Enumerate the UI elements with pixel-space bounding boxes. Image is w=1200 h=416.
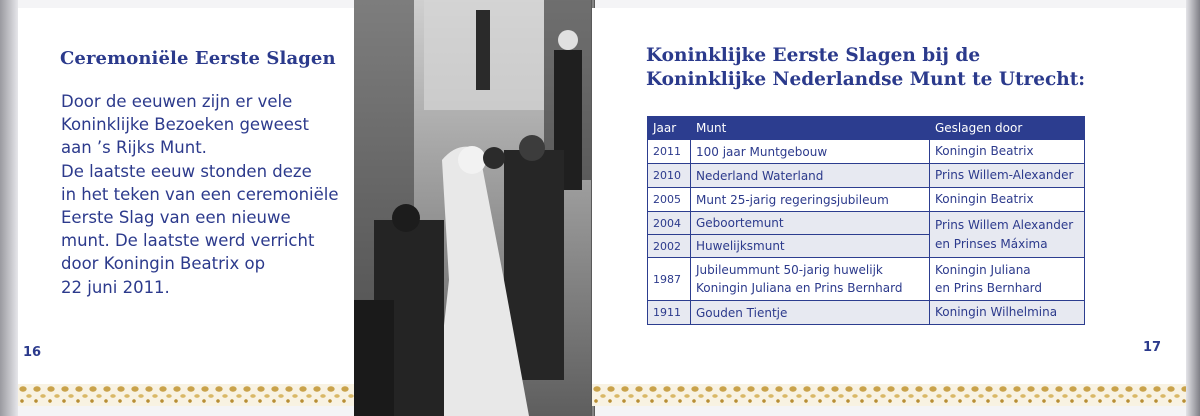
cell-coin: Nederland Waterland	[691, 164, 930, 188]
body-line: door Koningin Beatrix op	[61, 254, 266, 274]
left-page-title: Ceremoniële Eerste Slagen	[60, 48, 336, 69]
table-row	[648, 212, 1085, 235]
cell-coin: Geboortemunt	[691, 212, 930, 235]
cell-year: 2004	[648, 212, 691, 235]
struck-by-line: en Prins Bernhard	[935, 281, 1043, 295]
body-line: munt. De laatste werd verricht	[61, 231, 315, 251]
table-row	[648, 164, 1085, 188]
cell-coin: Munt 25-jarig regeringsjubileum	[691, 188, 930, 212]
table-row	[648, 188, 1085, 212]
column-header-struck-by: Geslagen door	[930, 117, 1085, 140]
body-line: aan ’s Rijks Munt.	[61, 138, 207, 158]
body-line: De laatste eeuw stonden deze	[61, 161, 312, 181]
cell-year: 2005	[648, 188, 691, 212]
historic-photo	[354, 0, 594, 416]
struck-by-line: en Prinses Máxima	[935, 236, 1048, 251]
binding-shadow-right	[1186, 0, 1200, 416]
cell-coin	[691, 258, 930, 301]
table-header-row	[648, 117, 1085, 140]
historic-photo-image	[354, 0, 594, 416]
right-title-line: Koninklijke Nederlandse Munt te Utrecht:	[646, 69, 1086, 90]
body-line: in het teken van een ceremoniële	[61, 184, 339, 204]
cell-struck-by: Prins Willem-Alexander	[930, 164, 1085, 188]
cell-year: 2002	[648, 235, 691, 258]
left-page	[18, 8, 354, 406]
cell-year: 1987	[648, 258, 691, 301]
cell-struck-by: Koningin Wilhelmina	[930, 301, 1085, 325]
page-number-right: 17	[1143, 340, 1162, 355]
page-number-left: 16	[23, 345, 42, 360]
gold-pattern-border-left	[18, 384, 354, 406]
right-title-line: Koninklijke Eerste Slagen bij de	[646, 45, 981, 66]
body-line: Eerste Slag van een nieuwe	[61, 208, 291, 228]
table-row	[648, 258, 1085, 301]
table-row	[648, 301, 1085, 325]
column-header-coin: Munt	[691, 117, 930, 140]
coin-line: Koningin Juliana en Prins Bernhard	[696, 281, 903, 295]
cell-coin: Huwelijksmunt	[691, 235, 930, 258]
gold-pattern-border-right	[592, 384, 1188, 406]
coin-line: Jubileummunt 50-jarig huwelijk	[696, 263, 883, 277]
struck-by-line: Prins Willem Alexander	[935, 217, 1074, 232]
struck-by-line: Koningin Juliana	[935, 263, 1031, 277]
cell-coin: Gouden Tientje	[691, 301, 930, 325]
body-line: 22 juni 2011.	[61, 277, 170, 297]
cell-struck-by: Koningin Beatrix	[930, 188, 1085, 212]
cell-struck-by: Koningin Beatrix	[930, 140, 1085, 164]
body-line: Door de eeuwen zijn er vele	[61, 92, 293, 111]
binding-shadow-left	[0, 0, 18, 416]
cell-struck-by	[930, 258, 1085, 301]
column-header-year: Jaar	[648, 117, 691, 140]
right-page	[592, 8, 1188, 406]
right-page-title	[646, 44, 1085, 92]
cell-year: 2011	[648, 140, 691, 164]
cell-year: 2010	[648, 164, 691, 188]
royal-first-strikes-table	[647, 116, 1085, 325]
body-line: Koninklijke Bezoeken geweest	[61, 115, 309, 135]
cell-year: 1911	[648, 301, 691, 325]
table-row	[648, 140, 1085, 164]
left-page-body	[61, 90, 361, 299]
cell-struck-by	[930, 212, 1085, 258]
cell-coin: 100 jaar Muntgebouw	[691, 140, 930, 164]
